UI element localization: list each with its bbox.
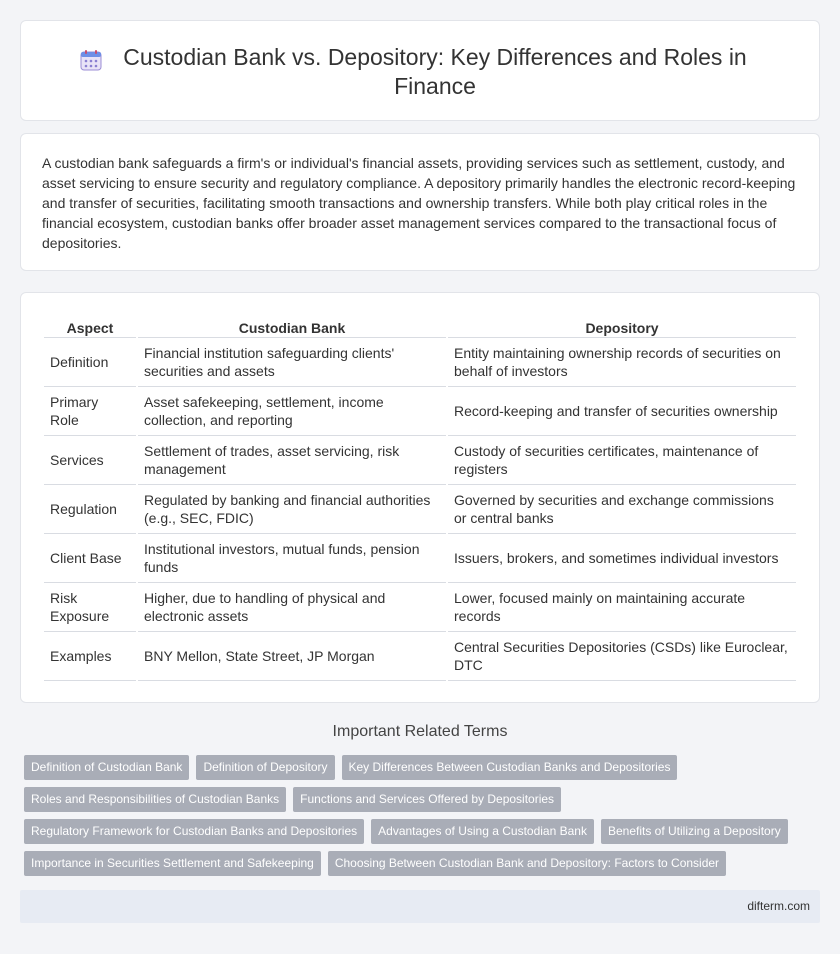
table-cell-custodian: Asset safekeeping, settlement, income collection, and reporting <box>138 387 446 436</box>
table-cell-aspect: Definition <box>44 338 136 387</box>
comparison-table-card <box>20 292 820 703</box>
footer-site-link[interactable]: difterm.com <box>747 899 810 913</box>
table-cell-depository: Lower, focused mainly on maintaining accurate records <box>448 583 796 632</box>
related-term-tag[interactable]: Functions and Services Offered by Depositories <box>293 787 561 812</box>
header-card <box>20 20 820 121</box>
column-header-aspect: Aspect <box>44 314 136 338</box>
column-header-depository: Depository <box>448 314 796 338</box>
table-cell-depository: Issuers, brokers, and sometimes individual investors <box>448 534 796 583</box>
table-row <box>44 338 796 387</box>
intro-card <box>20 133 820 271</box>
table-cell-custodian: Higher, due to handling of physical and electronic assets <box>138 583 446 632</box>
related-term-tag[interactable]: Regulatory Framework for Custodian Banks and Depositories <box>24 819 364 844</box>
table-cell-aspect: Services <box>44 436 136 485</box>
related-term-tag[interactable]: Definition of Custodian Bank <box>24 755 189 780</box>
table-cell-custodian: Institutional investors, mutual funds, pension funds <box>138 534 446 583</box>
related-terms-list <box>24 755 804 883</box>
table-cell-aspect: Examples <box>44 632 136 681</box>
table-row <box>44 485 796 534</box>
table-cell-aspect: Client Base <box>44 534 136 583</box>
table-cell-depository: Central Securities Depositories (CSDs) like Euroclear, DTC <box>448 632 796 681</box>
related-term-tag[interactable]: Importance in Securities Settlement and Safekeeping <box>24 851 321 876</box>
column-header-custodian-bank: Custodian Bank <box>138 314 446 338</box>
table-cell-aspect: Regulation <box>44 485 136 534</box>
intro-paragraph: A custodian bank safeguards a firm's or individual's financial assets, providing services such as settlement, custody, and asset servicing to ensure security and regulatory compliance. A depository primarily handles the electronic record-keeping and transfer of securities, facilitating smooth transactions and ownership transfers. While both play critical roles in the financial ecosystem, custodian banks offer broader asset management services compared to the transactional focus of depositories. <box>42 155 796 251</box>
table-cell-custodian: Regulated by banking and financial authorities (e.g., SEC, FDIC) <box>138 485 446 534</box>
table-row <box>44 534 796 583</box>
related-term-tag[interactable]: Roles and Responsibilities of Custodian Banks <box>24 787 286 812</box>
related-term-tag[interactable]: Choosing Between Custodian Bank and Depository: Factors to Consider <box>328 851 726 876</box>
related-term-tag[interactable]: Key Differences Between Custodian Banks and Depositories <box>342 755 678 780</box>
table-row <box>44 387 796 436</box>
table-row <box>44 632 796 681</box>
table-cell-aspect: Risk Exposure <box>44 583 136 632</box>
table-row <box>44 583 796 632</box>
table-cell-depository: Entity maintaining ownership records of securities on behalf of investors <box>448 338 796 387</box>
table-cell-custodian: Settlement of trades, asset servicing, risk management <box>138 436 446 485</box>
related-term-tag[interactable]: Advantages of Using a Custodian Bank <box>371 819 594 844</box>
related-terms-title: Important Related Terms <box>332 723 508 740</box>
table-cell-depository: Record-keeping and transfer of securities ownership <box>448 387 796 436</box>
related-term-tag[interactable]: Definition of Depository <box>196 755 334 780</box>
table-row <box>44 436 796 485</box>
table-cell-depository: Governed by securities and exchange commissions or central banks <box>448 485 796 534</box>
comparison-table <box>42 314 798 681</box>
table-cell-aspect: Primary Role <box>44 387 136 436</box>
page-title: Custodian Bank vs. Depository: Key Differences and Roles in Finance <box>123 44 747 99</box>
related-term-tag[interactable]: Benefits of Utilizing a Depository <box>601 819 788 844</box>
table-cell-custodian: Financial institution safeguarding clients' securities and assets <box>138 338 446 387</box>
table-cell-custodian: BNY Mellon, State Street, JP Morgan <box>138 632 446 681</box>
table-header-row <box>44 314 796 338</box>
footer <box>20 890 820 923</box>
table-cell-depository: Custody of securities certificates, maintenance of registers <box>448 436 796 485</box>
